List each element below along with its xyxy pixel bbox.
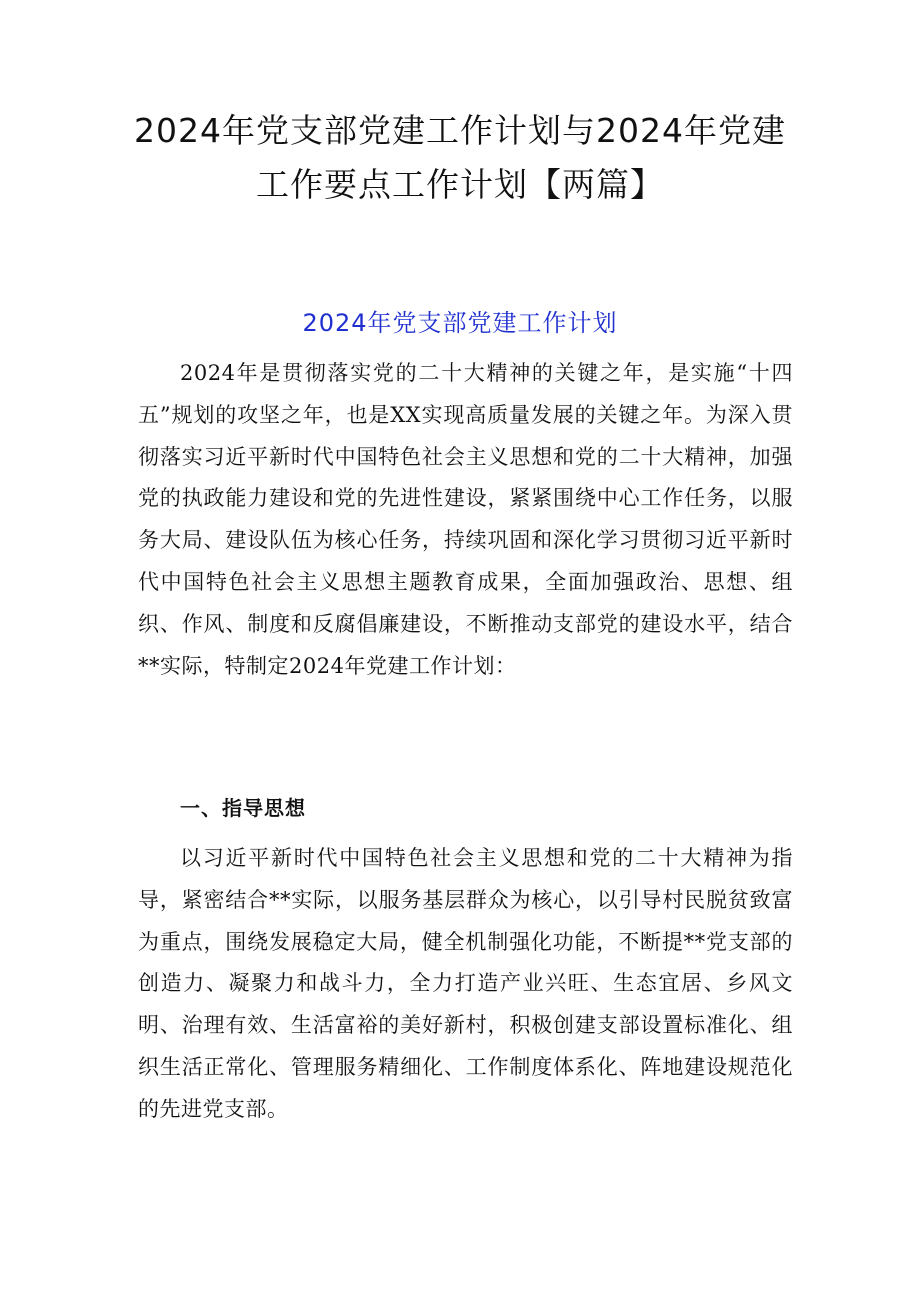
section-title: 2024年党支部党建工作计划 xyxy=(302,309,618,337)
document-title xyxy=(120,104,800,212)
document-title-line-1: 2024年党支部党建工作计划与2024年党建 xyxy=(134,111,786,150)
document-title-line-2: 工作要点工作计划【两篇】 xyxy=(256,165,664,204)
intro-paragraph: 2024年是贯彻落实党的二十大精神的关键之年，是实施“十四五”规划的攻坚之年，也是XX实现高质量发展的关键之年。为深入贯彻落实习近平新时代中国特色社会主义思想和党的二十大精神，加强党的执政能力建设和党的先进性建设，紧紧围绕中心工作任务，以服务大局、建设队伍为核心任务，持续巩固和深化学习贯彻习近平新时代中国特色社会主义思想主题教育成果，全面加强政治、思想、组织、作风、制度和反腐倡廉建设，不断推动支部党的建设水平，结合**实际，特制定2024年党建工作计划： xyxy=(138,361,793,678)
guiding-thought-paragraph: 以习近平新时代中国特色社会主义思想和党的二十大精神为指导，紧密结合**实际，以服务基层群众为核心，以引导村民脱贫致富为重点，围绕发展稳定大局，健全机制强化功能，不断提**党支部的创造力、凝聚力和战斗力，全力打造产业兴旺、生态宜居、乡风文明、治理有效、生活富裕的美好新村，积极创建支部设置标准化、组织生活正常化、管理服务精细化、工作制度体系化、阵地建设规范化的先进党支部。 xyxy=(138,846,793,1121)
heading-guiding-thought: 一、指导思想 xyxy=(180,796,306,820)
